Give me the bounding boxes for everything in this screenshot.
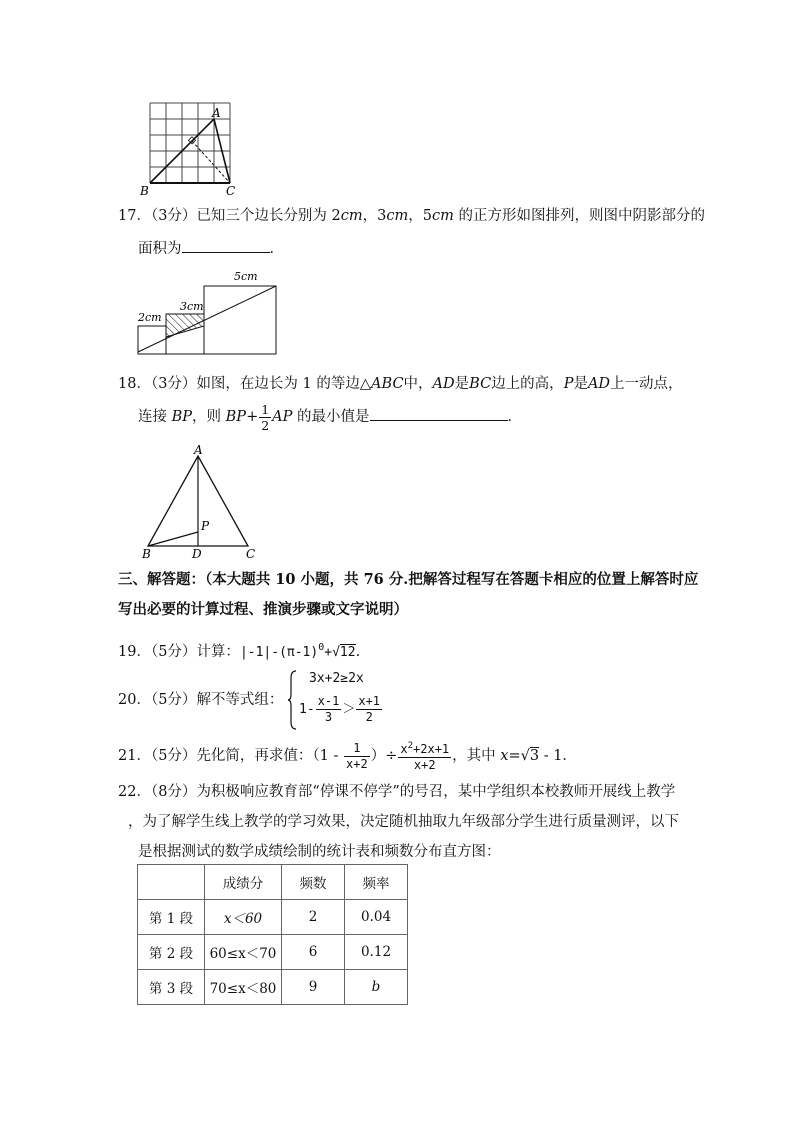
section-heading-line1: 三、解答题：（本大题共 10 小题，共 76 分.把解答过程写在答题卡相应的位置上解答时应 [118, 571, 699, 588]
section-heading-line2: 写出必要的计算过程、推演步骤或文字说明） [118, 601, 408, 618]
table-cell: 0.04 [345, 900, 408, 935]
table-cell: b [345, 970, 408, 1005]
table-header-cell [138, 865, 205, 900]
label-p: P [201, 519, 210, 533]
q22-line3: 是根据测试的数学成绩绘制的统计表和频数分布直方图： [138, 844, 501, 860]
label-a: A [194, 444, 203, 457]
table-cell: 70≤x＜80 [205, 970, 282, 1005]
table-cell: 第 1 段 [138, 900, 205, 935]
label-c: C [246, 547, 256, 561]
table-header-cell: 频数 [282, 865, 345, 900]
grid-triangle-figure [140, 98, 250, 200]
label-d: D [192, 547, 202, 561]
equilateral-triangle-figure [138, 444, 262, 562]
squares-figure [134, 266, 284, 358]
label-5cm: 5cm [234, 270, 258, 283]
q18-answer-blank[interactable] [370, 406, 508, 421]
table-cell: 2 [282, 900, 345, 935]
table-cell: 60≤x＜70 [205, 935, 282, 970]
q17-line2: 面积为 ． [138, 238, 284, 259]
table-header-row [138, 865, 408, 900]
table-cell: 6 [282, 935, 345, 970]
q22-line2: ，为了解学生线上教学的学习效果，决定随机抽取九年级部分学生进行质量测评，以下 [128, 814, 679, 830]
table-cell: x＜60 [205, 900, 282, 935]
one-half-fraction: $\frac{1}{2}$ [261, 401, 270, 433]
table-header-cell: 频率 [345, 865, 408, 900]
q22-line1: 22．（8分）为积极响应教育部“停课不停学”的号召，某中学组织本校教师开展线上教学 [118, 784, 676, 800]
q21: 21．（5分）先化简，再求值：（1 - $\frac{1}{x+2}$ ）÷ $\frac{x^2+2x+1}{x+2}$ ，其中 x=√3 - 1． [118, 740, 577, 772]
label-b: B [140, 184, 149, 198]
q18-line2: 连接 BP，则 BP+ $\frac{1}{2}$ AP 的最小值是 ． [138, 401, 523, 433]
label-a: A [212, 106, 221, 120]
q17-line1: 17．（3分）已知三个边长分别为 2cm，3cm，5cm 的正方形如图排列，则图中阴影部分的 [118, 208, 705, 224]
sqrt-symbol: √ [520, 748, 530, 764]
brace-icon [287, 670, 297, 730]
sqrt-symbol: √ [332, 644, 340, 660]
table-cell: 第 2 段 [138, 935, 205, 970]
label-2cm: 2cm [138, 311, 162, 324]
table-header-cell: 成绩分 [205, 865, 282, 900]
table-cell: 0.12 [345, 935, 408, 970]
table-row [138, 970, 408, 1005]
table-row [138, 935, 408, 970]
table-cell: 9 [282, 970, 345, 1005]
label-3cm: 3cm [180, 300, 204, 313]
q20-ineq1: 3x+2≥2x [309, 671, 364, 686]
q19: 19．（5分）计算：$|-1|-(\pi-1)^0+√12$. [118, 642, 361, 660]
table-cell: 第 3 段 [138, 970, 205, 1005]
q18-line1: 18．（3分）如图，在边长为 1 的等边△ABC中，AD是BC边上的高，P是AD上一动点， [118, 376, 683, 392]
q20-label: 20．（5分）解不等式组： [118, 692, 284, 708]
label-b: B [142, 547, 151, 561]
score-frequency-table [137, 864, 408, 1005]
q17-answer-blank[interactable] [182, 238, 270, 253]
label-c: C [226, 184, 236, 198]
table-row [138, 900, 408, 935]
q20-ineq2: 1- $\frac{x-1}{3}$ ＞ $\frac{x+1}{2}$ [299, 694, 381, 724]
